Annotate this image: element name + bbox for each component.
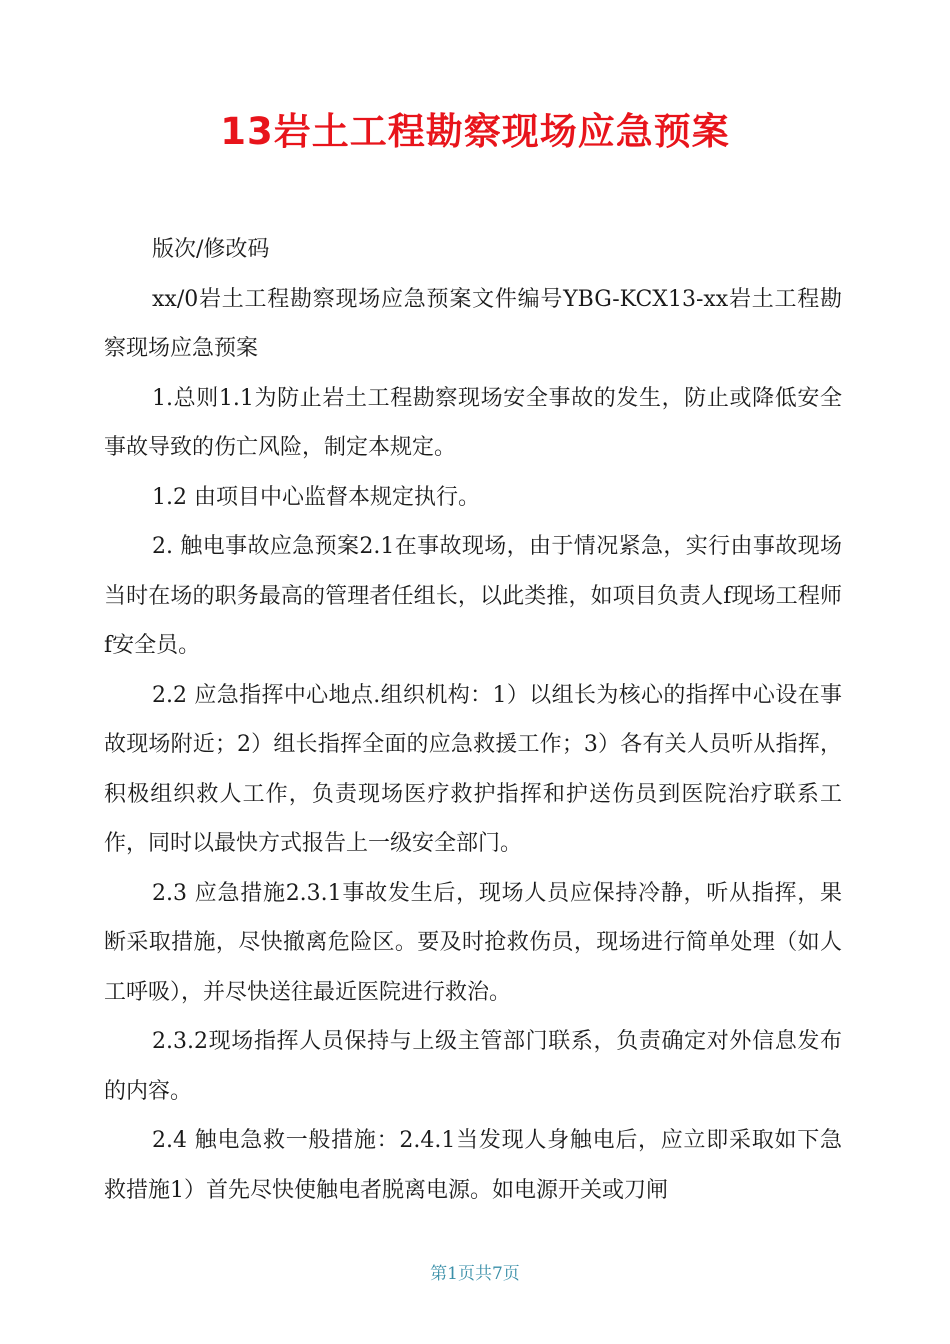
document-title: 13岩土工程勘察现场应急预案 <box>220 110 730 153</box>
paragraph-general: 1.总则1.1为防止岩土工程勘察现场安全事故的发生，防止或降低安全事故导致的伤亡风险，制定本规定。 <box>104 385 842 460</box>
paragraph-first-aid: 2.4 触电急救一般措施：2.4.1当发现人身触电后，应立即采取如下急救措施1）首先尽快使触电者脱离电源。如电源开关或刀闸 <box>104 1128 842 1203</box>
document-body <box>104 225 842 1215</box>
paragraph-command-center: 2.2 应急指挥中心地点.组织机构：1）以组长为核心的指挥中心设在事故现场附近；2）组长指挥全面的应急救援工作；3）各有关人员听从指挥，积极组织救人工作，负责现场医疗救护指挥和护送伤员到医院治疗联系工作，同时以最快方式报告上一级安全部门。 <box>104 682 842 856</box>
paragraph-supervision: 1.2 由项目中心监督本规定执行。 <box>152 484 480 510</box>
paragraph-version: 版次/修改码 <box>152 237 270 262</box>
paragraph-communication: 2.3.2现场指挥人员保持与上级主管部门联系，负责确定对外信息发布的内容。 <box>104 1029 842 1104</box>
paragraph-electric-plan: 2. 触电事故应急预案2.1在事故现场，由于情况紧急，实行由事故现场当时在场的职务最高的管理者任组长，以此类推，如项目负责人f现场工程师f安全员。 <box>104 534 842 658</box>
paragraph-measures: 2.3 应急措施2.3.1事故发生后，现场人员应保持冷静，听从指挥，果断采取措施，尽快撤离危险区。要及时抢救伤员，现场进行简单处理（如人工呼吸），并尽快送往最近医院进行救治。 <box>104 880 842 1005</box>
page-number: 第1页共7页 <box>430 1264 520 1284</box>
paragraph-file-number: xx/0岩土工程勘察现场应急预案文件编号YBG-KCX13-xx岩土工程勘察现场应急预案 <box>104 286 842 361</box>
